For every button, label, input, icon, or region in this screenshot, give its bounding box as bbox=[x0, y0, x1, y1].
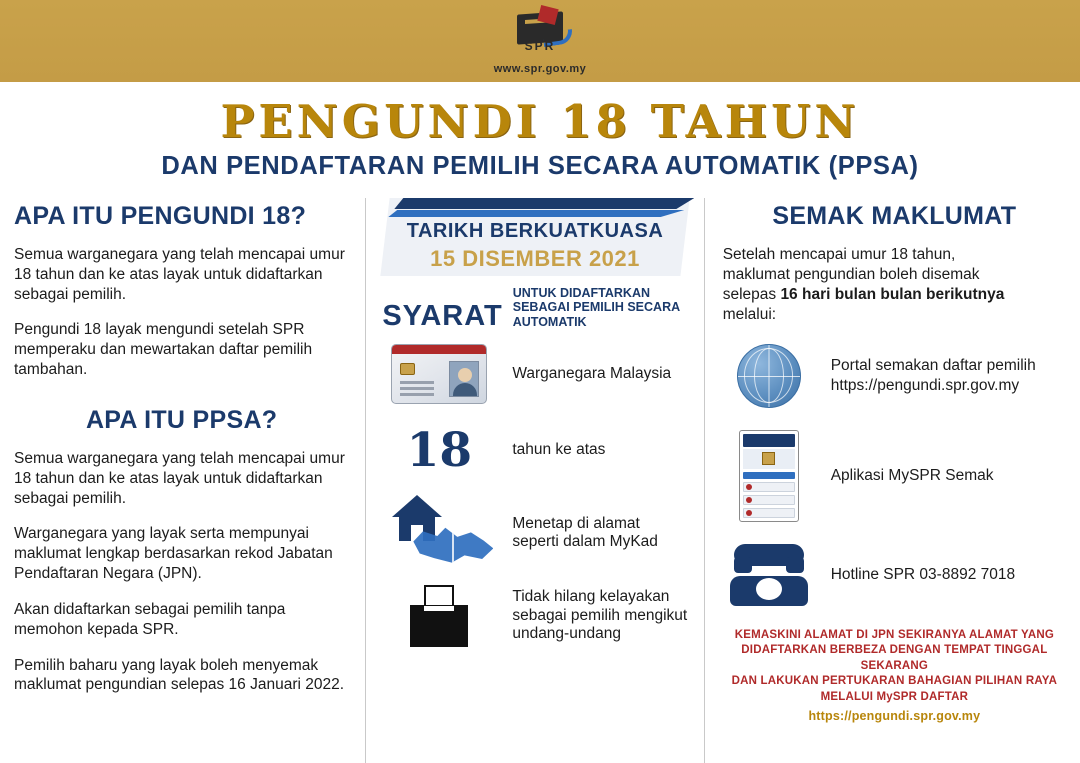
footnote-line-1: KEMASKINI ALAMAT DI JPN SEKIRANYA ALAMAT YANG bbox=[734, 628, 1055, 641]
globe-icon bbox=[723, 344, 815, 408]
check-channel-row[interactable] bbox=[723, 544, 1066, 606]
channel-line-1: Portal semakan daftar pemilih bbox=[830, 357, 1036, 375]
header-band bbox=[0, 0, 1080, 82]
channel-line-1: Hotline SPR 03-8892 7018 bbox=[830, 565, 1016, 583]
mobile-app-icon bbox=[723, 430, 815, 522]
logo-wordmark: SPR bbox=[524, 39, 556, 53]
telephone-handset bbox=[734, 544, 804, 566]
condition-text: Tidak hilang kelayakan sebagai pemilih mengikut undang-undang bbox=[512, 588, 688, 643]
banner-title: TARIKH BERKUATKUASA bbox=[406, 220, 664, 242]
number-18-icon bbox=[380, 422, 498, 478]
telephone-dial bbox=[756, 578, 782, 600]
phone-list-item bbox=[743, 508, 795, 518]
spr-ballot-logo bbox=[509, 9, 571, 61]
house-roof bbox=[392, 495, 442, 517]
house-map-icon bbox=[380, 495, 498, 571]
ballot-body bbox=[410, 605, 468, 647]
ballot-slot bbox=[424, 606, 454, 611]
condition-row bbox=[380, 343, 689, 405]
phone-app-logo bbox=[743, 449, 795, 469]
syarat-title: SYARAT bbox=[382, 300, 503, 333]
column-right bbox=[705, 198, 1066, 763]
left-section1-heading: APA ITU PENGUNDI 18? bbox=[14, 202, 307, 230]
condition-row bbox=[380, 495, 689, 571]
left-section2-paragraph-1: Semua warganegara yang telah mencapai umur 18 tahun dan ke atas layak untuk didaftarkan sebagai pemilih. bbox=[14, 449, 345, 507]
page-title: PENGUNDI 18 TAHUN bbox=[220, 95, 860, 148]
house-map-shape bbox=[383, 495, 495, 571]
left-section2-paragraph-3: Akan didaftarkan sebagai pemilih tanpa memohon kepada SPR. bbox=[14, 600, 286, 638]
condition-text: Menetap di alamat seperti dalam MyKad bbox=[512, 514, 658, 551]
right-intro-prefix: selepas bbox=[722, 286, 781, 304]
mykad-card-shape bbox=[391, 344, 487, 404]
right-intro-emphasis: 16 hari bulan bulan berikutnya bbox=[780, 286, 1005, 304]
mykad-chip bbox=[400, 363, 415, 375]
condition-text: Warganegara Malaysia bbox=[512, 364, 672, 382]
column-middle bbox=[365, 198, 704, 763]
condition-row bbox=[380, 419, 689, 481]
right-footnote bbox=[723, 628, 1066, 725]
telephone-icon bbox=[723, 544, 815, 606]
globe-shape bbox=[737, 344, 801, 408]
banner-date: 15 DISEMBER 2021 bbox=[430, 246, 640, 271]
telephone-shape bbox=[730, 544, 808, 606]
footnote-line-2: DIDAFTARKAN BERBEZA DENGAN TEMPAT TINGGAL SEKARANG bbox=[741, 644, 1048, 672]
syarat-subtitle: UNTUK DIDAFTARKAN SEBAGAI PEMILIH SECARA AUTOMATIK bbox=[512, 286, 680, 329]
left-section1-paragraph-2: Pengundi 18 layak mengundi setelah SPR memperaku dan mewartakan daftar pemilih tambahan. bbox=[14, 321, 313, 379]
left-section2-paragraph-2: Warganegara yang layak serta mempunyai maklumat lengkap berdasarkan rekod Jabatan Pendaftaran Negara (JPN). bbox=[14, 525, 333, 583]
globe-ellipse-inner bbox=[754, 348, 784, 403]
condition-text: tahun ke atas bbox=[512, 440, 606, 458]
banner-stripe-blue bbox=[388, 210, 684, 217]
phone-list-item bbox=[743, 495, 795, 505]
title-block bbox=[0, 82, 1080, 192]
banner-text-group bbox=[380, 220, 689, 272]
channel-text bbox=[831, 356, 1036, 395]
mykad-header-bar bbox=[392, 345, 486, 354]
left-section1-paragraph-1: Semua warganegara yang telah mencapai umur 18 tahun dan ke atas layak untuk didaftarkan sebagai pemilih. bbox=[14, 246, 345, 303]
check-channel-row[interactable] bbox=[723, 344, 1066, 408]
mykad-text-lines bbox=[400, 381, 434, 384]
phone-logo-mark bbox=[762, 452, 775, 465]
check-channel-row[interactable] bbox=[723, 430, 1066, 522]
phone-primary-button bbox=[743, 472, 795, 479]
left-section2-paragraph-4: Pemilih baharu yang layak boleh menyemak maklumat pengundian selepas 16 Januari 2022. bbox=[14, 656, 345, 694]
right-intro-line-1: Setelah mencapai umur 18 tahun, bbox=[722, 246, 956, 263]
page-subtitle: DAN PENDAFTARAN PEMILIH SECARA AUTOMATIK (PPSA) bbox=[161, 152, 919, 180]
footnote-link[interactable]: https://pengundi.spr.gov.my bbox=[808, 709, 981, 724]
channel-text bbox=[831, 565, 1015, 584]
ballot-box-icon bbox=[380, 585, 498, 647]
footnote-line-4: MELALUI MySPR DAFTAR bbox=[820, 690, 969, 703]
phone-status-bar bbox=[743, 434, 795, 447]
mykad-icon bbox=[380, 344, 498, 404]
condition-row bbox=[380, 585, 689, 647]
right-heading: SEMAK MAKLUMAT bbox=[772, 202, 1017, 230]
right-intro-line-3 bbox=[723, 285, 1066, 305]
effective-date-banner bbox=[380, 198, 689, 276]
phone-list-item bbox=[743, 482, 795, 492]
header-logo-group bbox=[494, 9, 587, 75]
age-number: 18 bbox=[406, 422, 473, 478]
content-columns bbox=[0, 192, 1080, 763]
right-intro bbox=[723, 245, 1066, 326]
channel-link[interactable]: https://pengundi.spr.gov.my bbox=[830, 376, 1020, 394]
mykad-photo bbox=[449, 361, 479, 397]
channel-line-1: Aplikasi MySPR Semak bbox=[830, 466, 994, 484]
footnote-line-3: DAN LAKUKAN PERTUKARAN BAHAGIAN PILIHAN RAYA bbox=[731, 675, 1058, 688]
channel-text bbox=[831, 466, 994, 485]
phone-screen-shape bbox=[739, 430, 799, 522]
header-website: www.spr.gov.my bbox=[493, 63, 587, 75]
syarat-header bbox=[382, 286, 689, 333]
ballot-box-shape bbox=[402, 585, 476, 647]
column-left bbox=[14, 198, 365, 763]
right-intro-line-4: melalui: bbox=[722, 306, 777, 324]
left-section2-heading: APA ITU PPSA? bbox=[85, 405, 278, 434]
right-intro-line-2: maklumat pengundian boleh disemak bbox=[722, 266, 980, 284]
banner-stripe-dark bbox=[394, 198, 694, 209]
